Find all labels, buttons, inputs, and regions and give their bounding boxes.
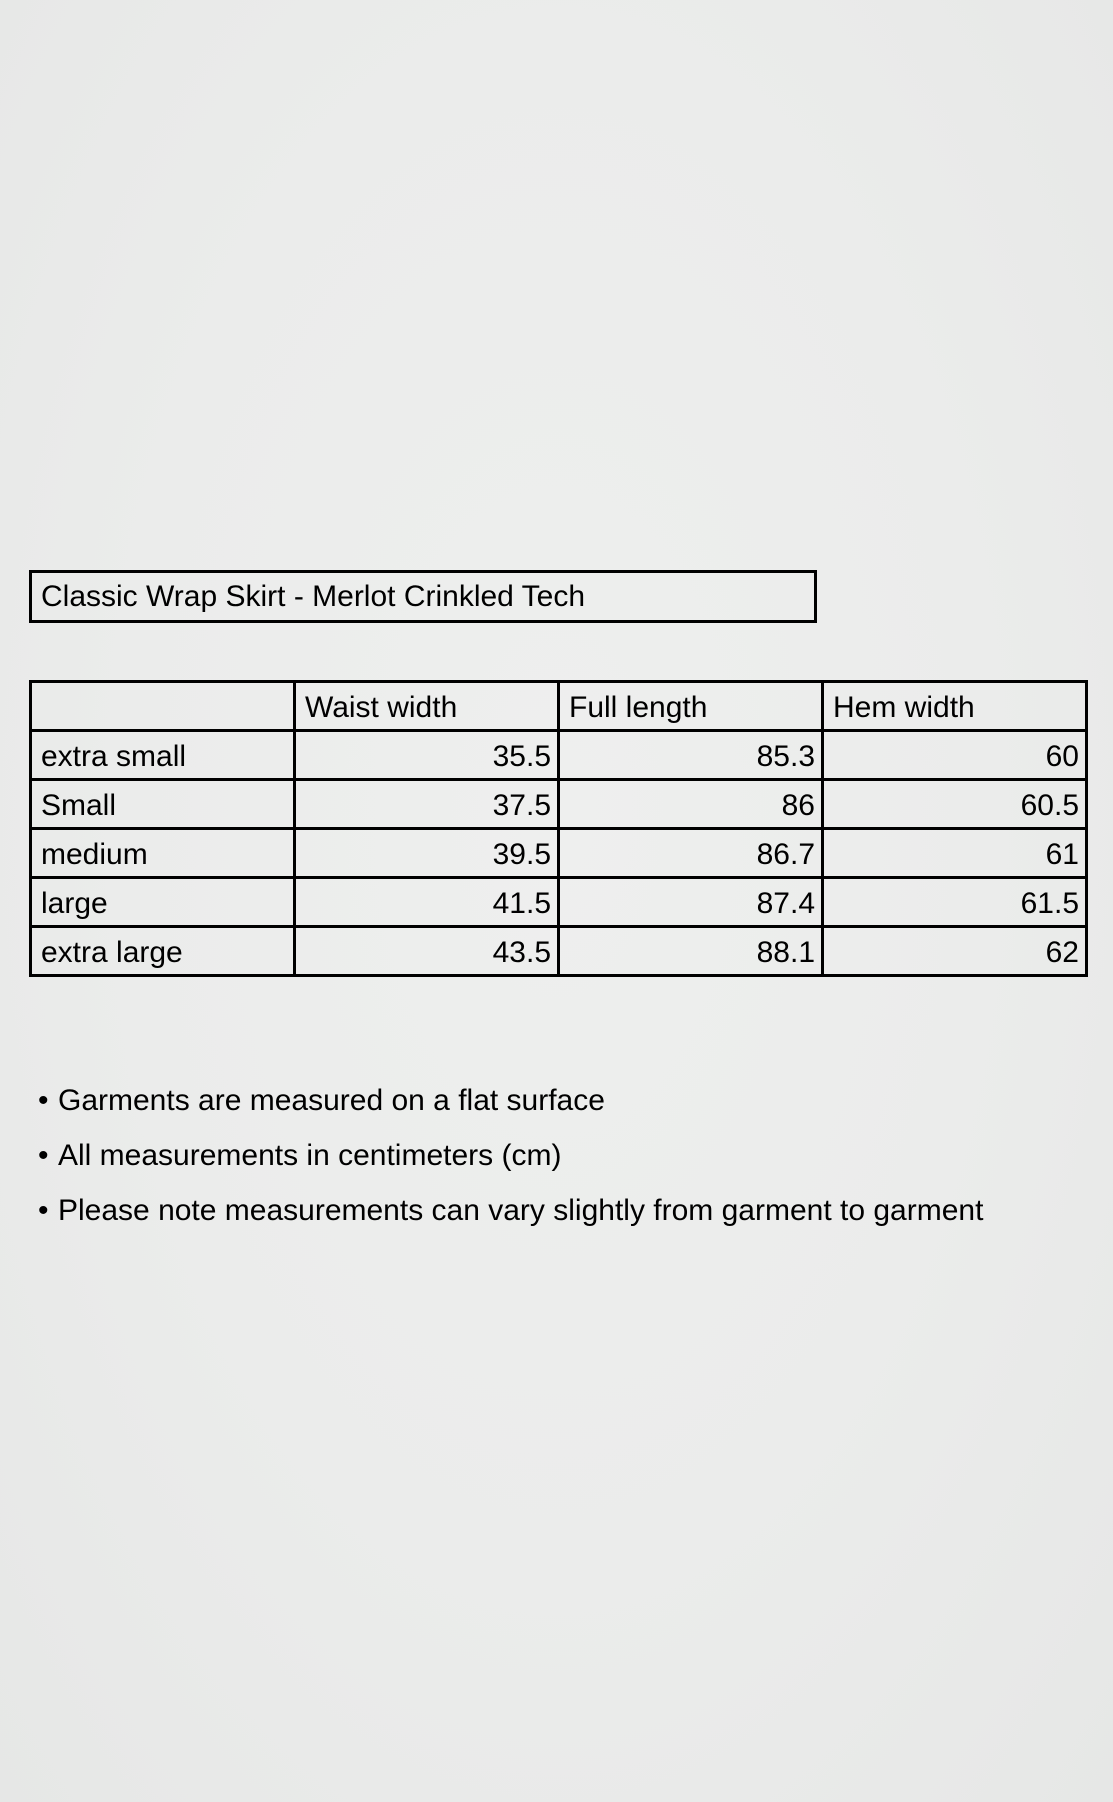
hem-width-value: 61.5 [823,878,1087,927]
hem-width-value: 61 [823,829,1087,878]
size-label: large [31,878,295,927]
table-row [31,927,1087,976]
bullet-icon: • [38,1084,49,1117]
note-item [38,1078,983,1133]
table-corner-cell [31,682,295,731]
full-length-value: 86 [559,780,823,829]
bullet-icon: • [38,1194,49,1227]
note-item [38,1188,983,1243]
size-chart-table [29,680,1088,977]
table-row [31,780,1087,829]
column-header-waist-width: Waist width [295,682,559,731]
waist-width-value: 39.5 [295,829,559,878]
measurement-notes [38,1078,983,1243]
table-header-row [31,682,1087,731]
waist-width-value: 37.5 [295,780,559,829]
size-label: Small [31,780,295,829]
size-label: extra small [31,731,295,780]
waist-width-value: 41.5 [295,878,559,927]
table-row [31,878,1087,927]
table-row [31,829,1087,878]
column-header-hem-width: Hem width [823,682,1087,731]
product-title: Classic Wrap Skirt - Merlot Crinkled Tech [41,579,586,613]
full-length-value: 87.4 [559,878,823,927]
size-label: medium [31,829,295,878]
note-text: Garments are measured on a flat surface [58,1084,605,1117]
note-item [38,1133,983,1188]
table-row [31,731,1087,780]
product-title-box [29,570,817,623]
note-text: All measurements in centimeters (cm) [58,1139,562,1172]
hem-width-value: 60.5 [823,780,1087,829]
waist-width-value: 43.5 [295,927,559,976]
hem-width-value: 62 [823,927,1087,976]
note-text: Please note measurements can vary slightly from garment to garment [58,1194,984,1227]
hem-width-value: 60 [823,731,1087,780]
full-length-value: 88.1 [559,927,823,976]
column-header-full-length: Full length [559,682,823,731]
waist-width-value: 35.5 [295,731,559,780]
bullet-icon: • [38,1139,49,1172]
size-label: extra large [31,927,295,976]
full-length-value: 86.7 [559,829,823,878]
full-length-value: 85.3 [559,731,823,780]
